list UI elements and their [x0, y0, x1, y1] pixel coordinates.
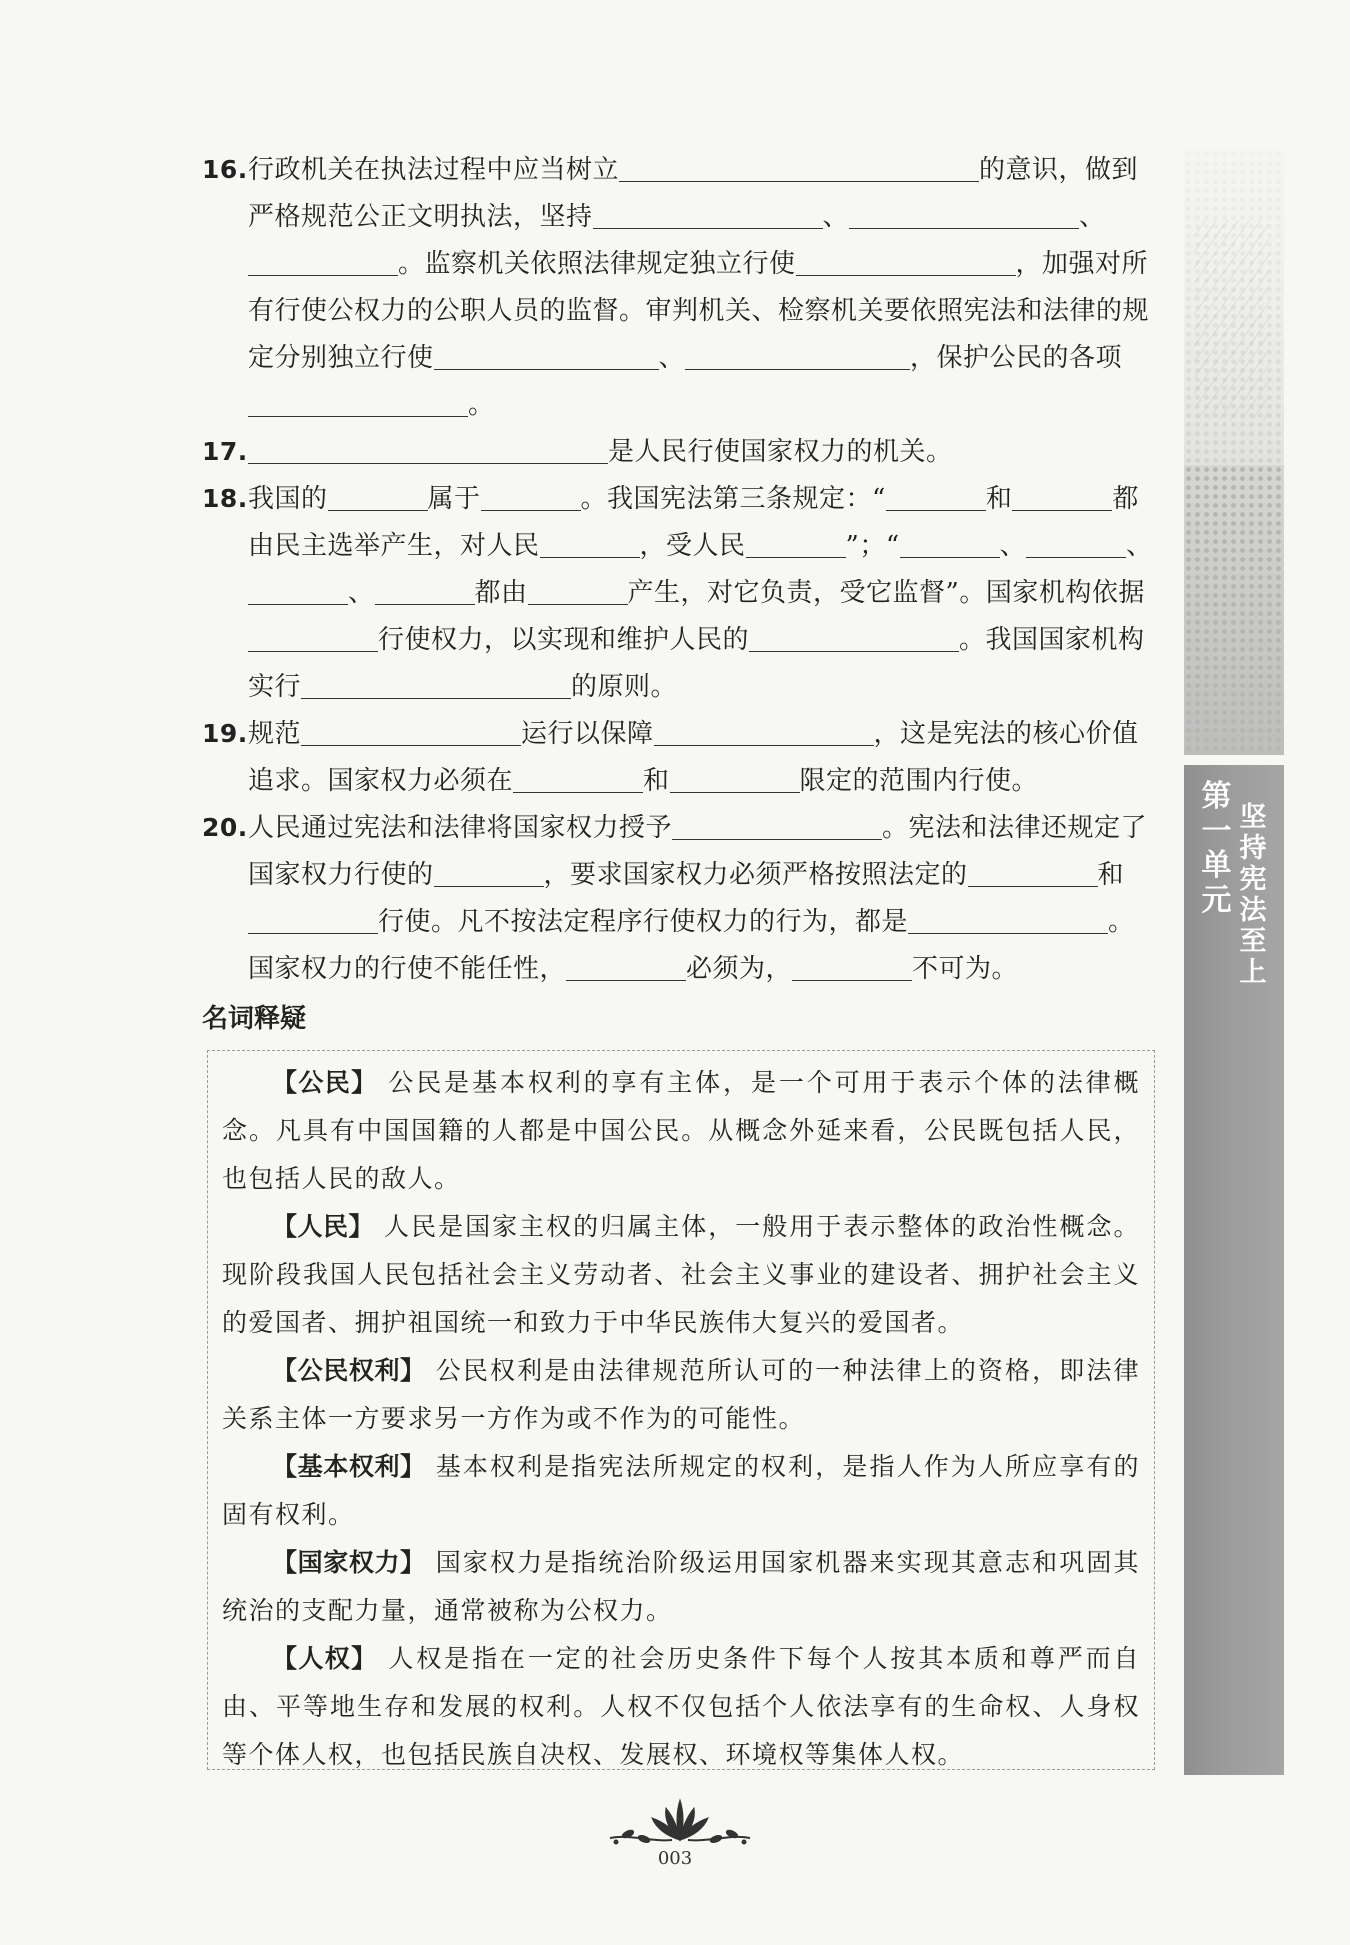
answer-blank[interactable]: [792, 950, 912, 981]
side-tab-pattern: [1184, 150, 1284, 755]
glossary-term: 【国家权力】: [272, 1548, 426, 1577]
answer-blank[interactable]: [886, 480, 986, 511]
glossary-entry-people: [222, 1203, 1140, 1347]
glossary-definition: 公民权利是由法律规范所认可的一种法律上的资格，即法律关系主体一方要求另一方作为或不作为的可能性。: [222, 1356, 1140, 1433]
answer-blank[interactable]: [654, 715, 874, 746]
answer-blank[interactable]: [248, 903, 378, 934]
question-18: 18.我国的 属于 。我国宪法第三条规定：“ 和 都由民主选举产生，对人民 ，受人民 ”；“ 、 、、 都由 产生，对它负责，受它监督”。国家机构依据行使权力，以实现和维护人民的 。我国国家机构实行 的原则。: [202, 475, 1157, 711]
answer-blank[interactable]: [248, 433, 608, 464]
answer-blank[interactable]: [434, 339, 659, 370]
glossary-term: 【基本权利】: [272, 1452, 426, 1481]
answer-blank[interactable]: [248, 245, 398, 276]
glossary-entry-human-rights: [222, 1635, 1140, 1779]
question-20: 20.人民通过宪法和法律将国家权力授予 。宪法和法律还规定了国家权力行使的 ，要求国家权力必须严格按照法定的 和行使。凡不按法定程序行使权力的行为，都是 。国家权力的行使不能任性， 必须为， 不可为。: [202, 804, 1157, 993]
answer-blank[interactable]: [968, 856, 1098, 887]
answer-blank[interactable]: [566, 950, 686, 981]
question-17: 17. 是人民行使国家权力的机关。: [202, 428, 1157, 476]
answer-blank[interactable]: [248, 621, 378, 652]
glossary-definition: 基本权利是指宪法所规定的权利，是指人作为人所应享有的固有权利。: [222, 1452, 1140, 1529]
glossary-term: 【公民】: [272, 1068, 378, 1097]
answer-blank[interactable]: [540, 527, 640, 558]
answer-blank[interactable]: [1026, 527, 1126, 558]
glossary-definition: 人民是国家主权的归属主体，一般用于表示整体的政治性概念。现阶段我国人民包括社会主义劳动者、社会主义事业的建设者、拥护社会主义的爱国者、拥护祖国统一和致力于中华民族伟大复兴的爱国者。: [222, 1212, 1140, 1337]
glossary-definition: 国家权力是指统治阶级运用国家机器来实现其意志和巩固其统治的支配力量，通常被称为公权力。: [222, 1548, 1140, 1625]
glossary-entry-state-power: [222, 1539, 1140, 1635]
answer-blank[interactable]: [746, 527, 846, 558]
answer-blank[interactable]: [248, 386, 468, 417]
glossary-entry-civil-rights: [222, 1347, 1140, 1443]
question-16: 16.行政机关在执法过程中应当树立 的意识，做到严格规范公正文明执法，坚持 、 、。监察机关依照法律规定独立行使 ，加强对所有行使公权力的公职人员的监督。审判机关、检察机关要依照宪法和法律的规定分别独立行使 、 ，保护公民的各项。: [202, 146, 1157, 429]
answer-blank[interactable]: [908, 903, 1108, 934]
answer-blank[interactable]: [593, 198, 823, 229]
glossary-term: 【人权】: [272, 1644, 378, 1673]
answer-blank[interactable]: [672, 809, 882, 840]
floral-ornament-icon: [600, 1790, 760, 1850]
answer-blank[interactable]: [619, 151, 979, 182]
glossary-box: [207, 1050, 1155, 1770]
question-number: 20.: [202, 813, 248, 842]
answer-blank[interactable]: [513, 762, 643, 793]
glossary-term: 【公民权利】: [272, 1356, 426, 1385]
unit-title: 坚 持 宪 法 至 上: [1239, 802, 1267, 989]
question-number: 18.: [202, 484, 248, 513]
answer-blank[interactable]: [301, 715, 521, 746]
answer-blank[interactable]: [849, 198, 1079, 229]
answer-blank[interactable]: [248, 574, 348, 605]
glossary-definition: 公民是基本权利的享有主体，是一个可用于表示个体的法律概念。凡具有中国国籍的人都是中国公民。从概念外延来看，公民既包括人民，也包括人民的敌人。: [222, 1068, 1140, 1193]
glossary-heading: 名词释疑: [202, 1004, 307, 1034]
glossary-definition: 人权是指在一定的社会历史条件下每个人按其本质和尊严而自由、平等地生存和发展的权利。人权不仅包括个人依法享有的生命权、人身权等个体人权，也包括民族自决权、发展权、环境权等集体人权。: [222, 1644, 1140, 1769]
page-number: 003: [657, 1848, 693, 1869]
glossary-term: 【人民】: [272, 1212, 375, 1241]
side-tab-title: [1184, 780, 1284, 988]
glossary-entry-citizen: [222, 1059, 1140, 1203]
answer-blank[interactable]: [796, 245, 1016, 276]
answer-blank[interactable]: [375, 574, 475, 605]
answer-blank[interactable]: [528, 574, 628, 605]
glossary-entry-basic-rights: [222, 1443, 1140, 1539]
answer-blank[interactable]: [1012, 480, 1112, 511]
question-19: 19.规范 运行以保障 ，这是宪法的核心价值追求。国家权力必须在 和 限定的范围内行使。: [202, 710, 1157, 805]
question-number: 19.: [202, 719, 248, 748]
answer-blank[interactable]: [670, 762, 800, 793]
unit-label: 第 一 单 元: [1201, 779, 1232, 918]
answer-blank[interactable]: [301, 668, 571, 699]
answer-blank[interactable]: [434, 856, 544, 887]
answer-blank[interactable]: [328, 480, 428, 511]
answer-blank[interactable]: [900, 527, 1000, 558]
question-number: 17.: [202, 437, 248, 466]
question-number: 16.: [202, 155, 248, 184]
answer-blank[interactable]: [685, 339, 910, 370]
answer-blank[interactable]: [749, 621, 959, 652]
answer-blank[interactable]: [481, 480, 581, 511]
